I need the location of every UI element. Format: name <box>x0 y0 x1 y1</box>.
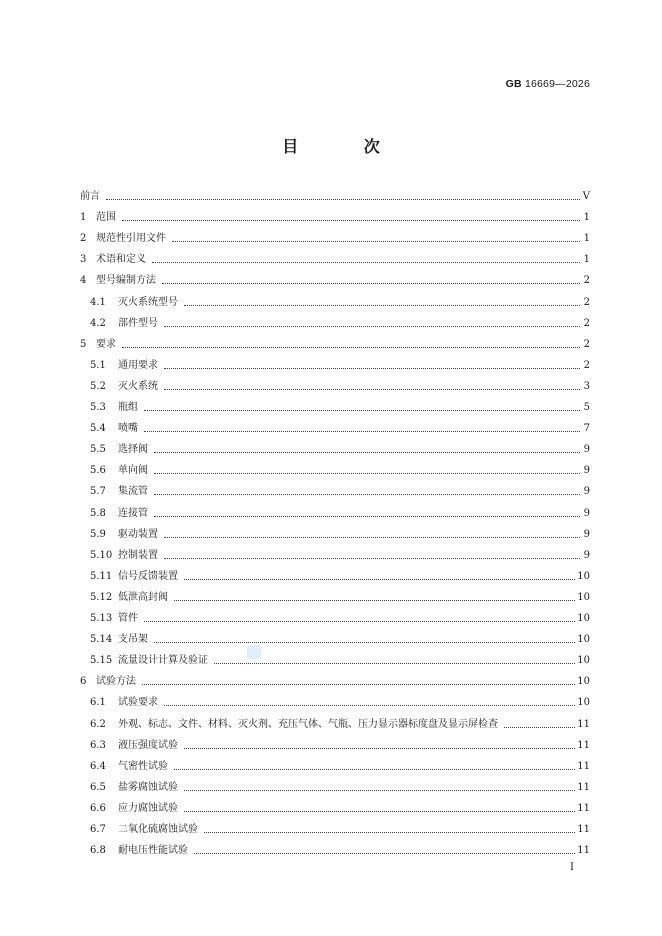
toc-entry[interactable] <box>80 188 590 204</box>
standard-code: 16669—2026 <box>524 78 590 90</box>
toc-entry-label: 低泄高封阀 <box>118 591 168 603</box>
toc-leader-dots <box>164 549 580 563</box>
toc-leader-dots <box>194 844 575 858</box>
toc-entry-label: 要求 <box>96 338 116 350</box>
standard-number <box>506 78 590 90</box>
toc-entry-page: V <box>582 191 590 202</box>
toc-entry-label: 型号编制方法 <box>96 275 156 287</box>
toc-entry-number: 5.6 <box>90 465 106 477</box>
toc-entry[interactable] <box>80 673 590 689</box>
toc-leader-dots <box>122 338 580 352</box>
toc-leader-dots <box>154 443 580 457</box>
toc-entry-number: 5.7 <box>90 486 106 498</box>
toc-entry-label: 应力腐蚀试验 <box>118 802 178 814</box>
toc-entry-page: 10 <box>577 697 590 709</box>
toc-entry[interactable] <box>80 652 590 668</box>
toc-entry-number: 5.11 <box>90 570 113 582</box>
toc-entry-page: 11 <box>577 739 590 751</box>
toc-leader-dots <box>184 781 575 795</box>
toc-entry-label: 部件型号 <box>118 317 158 329</box>
toc-entry-page: 11 <box>577 760 590 772</box>
toc-entry-number: 2 <box>80 233 87 245</box>
toc-entry-page: 2 <box>583 296 590 308</box>
toc-entry-page: 11 <box>577 781 590 793</box>
toc-entry-page: 9 <box>583 486 590 498</box>
toc-entry[interactable] <box>80 526 590 542</box>
toc-entry-label: 规范性引用文件 <box>96 233 166 245</box>
toc-entry[interactable] <box>80 251 590 267</box>
toc-entry-label: 连接管 <box>118 507 148 519</box>
toc-entry-page: 7 <box>583 423 590 435</box>
toc-entry-number: 5.13 <box>90 613 113 624</box>
toc-entry[interactable] <box>80 505 590 521</box>
toc-entry-label: 通用要求 <box>118 359 158 371</box>
toc-entry[interactable] <box>80 610 590 626</box>
toc-entry-page: 10 <box>577 676 590 688</box>
toc-leader-dots <box>154 485 580 499</box>
toc-entry-number: 5.4 <box>90 423 106 435</box>
toc-leader-dots <box>164 359 580 373</box>
toc-entry[interactable] <box>80 737 590 753</box>
toc-entry-page: 11 <box>577 718 590 730</box>
toc-leader-dots <box>162 274 580 288</box>
toc-leader-dots <box>164 380 580 394</box>
toc-leader-dots <box>204 823 575 837</box>
toc-leader-dots <box>164 317 580 331</box>
toc-leader-dots <box>144 422 580 436</box>
toc-entry-number: 4 <box>80 275 87 287</box>
toc-entry[interactable] <box>80 420 590 436</box>
toc-entry-number: 6.2 <box>90 718 106 730</box>
toc-entry-label: 管件 <box>118 613 138 624</box>
toc-entry-label: 集流管 <box>118 486 148 498</box>
toc-leader-dots <box>174 591 575 605</box>
toc-entry[interactable] <box>80 230 590 246</box>
toc-entry-page: 10 <box>577 655 590 667</box>
toc-entry-label: 范围 <box>96 212 116 224</box>
toc-entry-number: 5.5 <box>90 444 106 456</box>
toc-entry-label: 术语和定义 <box>96 254 146 266</box>
toc-entry-page: 10 <box>577 613 590 624</box>
toc-entry-page: 3 <box>583 380 590 392</box>
toc-entry[interactable] <box>80 378 590 394</box>
standard-prefix: GB <box>505 78 522 90</box>
toc-entry-number: 6.3 <box>90 739 106 751</box>
toc-entry[interactable] <box>80 589 590 605</box>
toc-entry-page: 10 <box>577 591 590 603</box>
toc-entry-page: 9 <box>583 465 590 477</box>
toc-entry-label: 控制装置 <box>118 549 158 561</box>
toc-entry-number: 6.7 <box>90 824 106 835</box>
toc-entry-label: 支吊架 <box>118 634 148 646</box>
page-number: I <box>570 862 574 873</box>
toc-entry-number: 5.8 <box>90 507 106 519</box>
toc-leader-dots <box>152 253 580 267</box>
toc-entry-page: 2 <box>583 338 590 350</box>
toc-leader-dots <box>164 528 580 542</box>
toc-entry-page: 1 <box>583 212 590 224</box>
toc-leader-dots <box>214 654 575 668</box>
toc-leader-dots <box>154 507 580 521</box>
toc-entry-page: 1 <box>583 233 590 245</box>
toc-entry-number: 6 <box>80 676 87 688</box>
toc-leader-dots <box>184 570 575 584</box>
toc-entry-page: 2 <box>583 359 590 371</box>
toc-entry-label: 液压强度试验 <box>118 739 178 751</box>
toc-leader-dots <box>174 760 575 774</box>
toc-entry-label: 灭火系统 <box>118 380 158 392</box>
toc-entry[interactable] <box>80 842 590 858</box>
toc-entry[interactable] <box>80 441 590 457</box>
toc-entry-number: 5.3 <box>90 402 106 413</box>
toc-entry-number: 5.12 <box>90 591 113 603</box>
toc-entry[interactable] <box>80 568 590 584</box>
toc-entry-label: 喷嘴 <box>118 423 138 435</box>
toc-entry-label: 选择阀 <box>118 444 148 456</box>
toc-leader-dots <box>184 739 575 753</box>
toc-entry-number: 5.15 <box>90 655 113 667</box>
toc-entry-number: 1 <box>80 212 87 224</box>
toc-entry[interactable] <box>80 547 590 563</box>
toc-entry-page: 10 <box>577 570 590 582</box>
toc-entry-page: 9 <box>583 549 590 561</box>
toc-entry-page: 11 <box>577 824 590 835</box>
toc-entry[interactable] <box>80 272 590 288</box>
toc-entry-page: 11 <box>577 802 590 814</box>
toc-entry-label: 信号反馈装置 <box>118 570 178 582</box>
toc-entry[interactable] <box>80 209 590 225</box>
toc-leader-dots <box>504 718 575 732</box>
toc-entry-page: 1 <box>583 254 590 266</box>
toc-entry-number: 3 <box>80 254 87 266</box>
toc-leader-dots <box>122 211 580 225</box>
toc-entry[interactable] <box>80 357 590 373</box>
toc-entry-label: 灭火系统型号 <box>118 296 178 308</box>
toc-entry[interactable] <box>80 716 590 732</box>
toc-entry-number: 4.1 <box>90 296 106 308</box>
toc-entry-page: 9 <box>583 507 590 519</box>
toc-leader-dots <box>106 190 580 204</box>
toc-leader-dots <box>144 612 575 626</box>
toc-entry-label: 气密性试验 <box>118 760 168 772</box>
toc-leader-dots <box>164 696 575 710</box>
toc-entry-label: 单向阀 <box>118 465 148 477</box>
toc-entry-label: 流量设计计算及验证 <box>118 655 208 667</box>
toc-entry[interactable] <box>80 779 590 795</box>
toc-entry-number: 6.6 <box>90 802 106 814</box>
toc-entry-number: 5.2 <box>90 380 106 392</box>
toc-entry[interactable] <box>80 462 590 478</box>
toc-entry-number: 5 <box>80 338 87 350</box>
toc-entry-label: 瓶组 <box>118 402 138 413</box>
toc-entry-label: 驱动装置 <box>118 528 158 540</box>
toc-entry-page: 5 <box>583 402 590 413</box>
toc-entry-page: 9 <box>583 528 590 540</box>
toc-entry[interactable] <box>80 821 590 837</box>
toc-entry-page: 11 <box>577 845 590 857</box>
toc-entry-page: 9 <box>583 444 590 456</box>
toc-entry-number: 6.4 <box>90 760 106 772</box>
toc-entry-label: 试验要求 <box>118 697 158 709</box>
toc-leader-dots <box>142 675 575 689</box>
toc-entry-number: 6.1 <box>90 697 106 709</box>
toc-entry-page: 2 <box>583 275 590 287</box>
toc-entry-number: 5.1 <box>90 359 106 371</box>
toc-leader-dots <box>184 296 580 310</box>
toc-entry[interactable] <box>80 315 590 331</box>
toc-entry[interactable] <box>80 758 590 774</box>
toc-entry[interactable] <box>80 294 590 310</box>
toc-entry-label: 二氧化硫腐蚀试验 <box>118 824 198 835</box>
toc-entry[interactable] <box>80 336 590 352</box>
toc-leader-dots <box>184 802 575 816</box>
toc-entry-number: 5.14 <box>90 634 113 646</box>
toc-entry[interactable] <box>80 483 590 499</box>
toc-leader-dots <box>172 232 580 246</box>
toc-entry-page: 10 <box>577 634 590 646</box>
page-title: 目 次 <box>282 137 410 156</box>
toc-entry[interactable] <box>80 694 590 710</box>
watermark-stamp <box>247 645 261 659</box>
toc-entry-label: 前言 <box>80 191 100 202</box>
toc-entry-label: 试验方法 <box>96 676 136 688</box>
toc-entry-number: 5.10 <box>90 549 113 561</box>
toc-entry-page: 2 <box>583 317 590 329</box>
toc-leader-dots <box>154 633 575 647</box>
toc-entry-label: 外观、标志、文件、材料、灭火剂、充压气体、气瓶、压力显示器标度盘及显示屏检查 <box>118 718 498 730</box>
toc-entry-label: 耐电压性能试验 <box>118 845 188 857</box>
toc-entry-number: 6.8 <box>90 845 106 857</box>
toc-entry-number: 6.5 <box>90 781 106 793</box>
toc-entry-number: 4.2 <box>90 317 106 329</box>
toc-entry-label: 盐雾腐蚀试验 <box>118 781 178 793</box>
toc-leader-dots <box>144 401 580 415</box>
toc-leader-dots <box>154 464 580 478</box>
toc-entry[interactable] <box>80 399 590 415</box>
toc-entry[interactable] <box>80 800 590 816</box>
toc-entry[interactable] <box>80 631 590 647</box>
toc-entry-number: 5.9 <box>90 528 106 540</box>
